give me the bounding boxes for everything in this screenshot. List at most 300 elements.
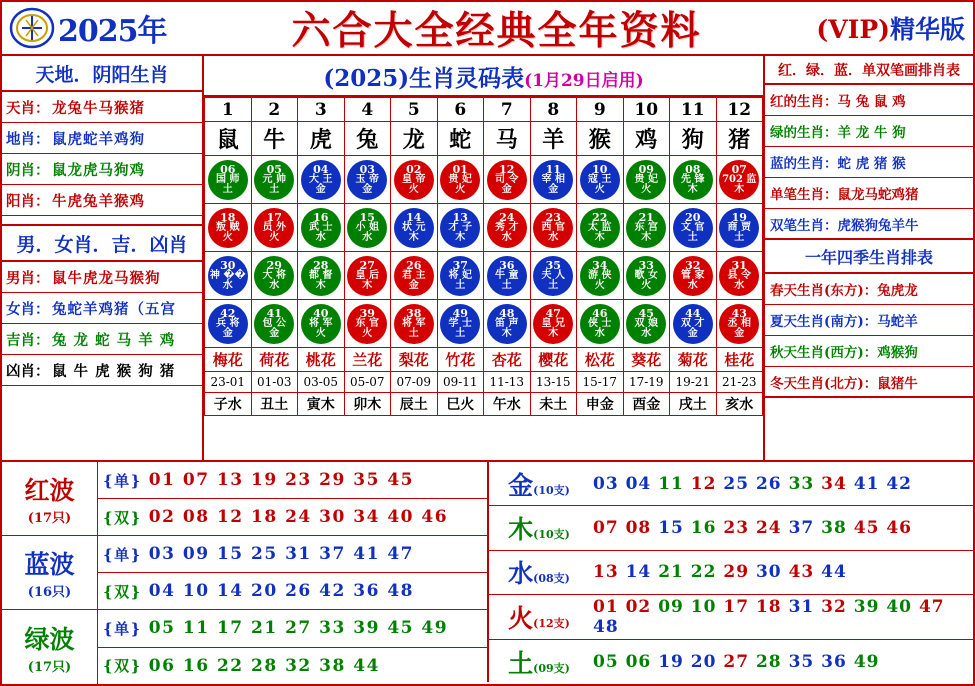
element-number: 09 <box>658 596 684 617</box>
list-item <box>2 185 202 216</box>
number-ball <box>208 208 248 248</box>
flower-cell: 荷花 <box>251 348 298 372</box>
number-ball <box>347 304 387 344</box>
ball-element: 金 <box>362 184 373 195</box>
ball-title: 君 主 <box>402 270 426 281</box>
ball-title: 小 姐 <box>355 222 379 233</box>
wave-double-line <box>98 499 487 535</box>
branch-cell: 午水 <box>484 393 531 416</box>
element-number: 30 <box>755 562 782 583</box>
ball-cell <box>437 204 484 252</box>
number-ball <box>347 160 387 200</box>
number-ball <box>626 208 666 248</box>
element-number: 24 <box>755 518 782 539</box>
column-number: 1 <box>205 98 252 122</box>
element-number: 39 <box>853 596 880 617</box>
table-row-balls-2 <box>205 204 763 252</box>
element-numbers <box>589 652 973 672</box>
ball-element: 火 <box>594 280 605 291</box>
wave-numbers <box>98 462 487 535</box>
element-numbers <box>589 518 973 538</box>
number-ball <box>626 160 666 200</box>
element-number: 38 <box>821 518 847 539</box>
flower-cell: 梨花 <box>391 348 438 372</box>
ball-element: 火 <box>362 328 373 339</box>
wave-numbers <box>98 536 487 609</box>
ball-element: 木 <box>315 280 326 291</box>
row-value: 蓝的生肖：蛇 虎 猪 猴 <box>770 156 906 172</box>
ball-number: 38 <box>406 307 422 320</box>
ball-cell <box>205 204 252 252</box>
ball-number: 47 <box>545 307 561 320</box>
ball-cell <box>577 156 624 204</box>
branch-cell: 酉金 <box>623 393 670 416</box>
wave-table <box>2 462 489 682</box>
ball-element: 土 <box>548 280 559 291</box>
ball-number: 37 <box>452 259 468 272</box>
ball-cell <box>205 300 252 348</box>
double-numbers: 06 16 22 28 32 38 44 <box>148 655 380 676</box>
ball-number: 24 <box>499 211 515 224</box>
element-number: 05 <box>593 651 619 672</box>
ball-number: 05 <box>266 163 282 176</box>
ball-cell <box>670 300 717 348</box>
ball-cell <box>484 300 531 348</box>
flower-cell: 桃花 <box>298 348 345 372</box>
column-number: 7 <box>484 98 531 122</box>
double-tag: {双} <box>103 657 142 676</box>
ball-cell <box>437 252 484 300</box>
branch-cell: 丑土 <box>251 393 298 416</box>
number-ball <box>347 208 387 248</box>
row-value: 红的生肖：马 兔 鼠 鸡 <box>770 94 906 110</box>
wave-single-line <box>98 610 487 648</box>
ball-number: 40 <box>313 307 329 320</box>
element-number: 29 <box>723 562 750 583</box>
ball-number: 15 <box>359 211 375 224</box>
ball-number: 29 <box>266 259 282 272</box>
hour-cell: 17-19 <box>623 372 670 393</box>
element-number: 35 <box>788 651 815 672</box>
hour-cell: 09-11 <box>437 372 484 393</box>
ball-title: 武 士 <box>309 222 333 233</box>
ball-cell <box>530 300 577 348</box>
element-number: 11 <box>658 473 684 494</box>
number-ball <box>208 160 248 200</box>
element-numbers <box>589 597 973 637</box>
ball-title: 宰 相 <box>541 174 565 185</box>
row-value: 秋天生肖(西方)：鸡猴狗 <box>770 345 918 361</box>
number-ball <box>719 208 759 248</box>
ball-element: 火 <box>269 232 280 243</box>
row-value: 单笔生肖：鼠龙马蛇鸡猪 <box>770 187 919 203</box>
element-number: 33 <box>788 473 815 494</box>
ball-title: 管 家 <box>681 270 705 281</box>
branch-cell: 巳火 <box>437 393 484 416</box>
element-number: 06 <box>625 651 652 672</box>
ball-element: 水 <box>315 232 326 243</box>
ball-title: 游 侠 <box>588 270 612 281</box>
single-tag: {单} <box>103 471 142 490</box>
ball-cell <box>530 156 577 204</box>
ball-cell <box>251 252 298 300</box>
ball-number: 11 <box>545 163 561 176</box>
number-ball <box>440 208 480 248</box>
wave-count: (17只) <box>27 659 72 675</box>
element-number: 47 <box>918 596 945 617</box>
number-ball <box>254 304 294 344</box>
element-name <box>489 510 589 546</box>
column-number: 2 <box>251 98 298 122</box>
ball-cell <box>391 252 438 300</box>
ball-number: 42 <box>220 307 236 320</box>
row-value: 龙兔牛马猴猪 <box>52 99 145 117</box>
number-ball <box>673 256 713 296</box>
hour-cell: 05-07 <box>344 372 391 393</box>
element-number: 27 <box>723 651 750 672</box>
ball-number: 01 <box>452 163 468 176</box>
page-title: 六合大全经典全年资料 <box>291 8 702 54</box>
right-section2-title: 一年四季生肖排表 <box>765 240 973 274</box>
list-item <box>2 324 202 355</box>
element-number: 31 <box>788 596 815 617</box>
element-row <box>489 595 973 639</box>
wave-double-line <box>98 648 487 685</box>
flower-cell: 杏花 <box>484 348 531 372</box>
column-number: 9 <box>577 98 624 122</box>
ball-number: 46 <box>592 307 608 320</box>
ball-element: 水 <box>734 280 745 291</box>
element-row <box>489 462 973 506</box>
column-number: 3 <box>298 98 345 122</box>
ball-number: 10 <box>592 163 608 176</box>
flower-cell: 松花 <box>577 348 624 372</box>
ball-number: 43 <box>731 307 747 320</box>
wave-single-line <box>98 536 487 573</box>
ball-number: 22 <box>592 211 608 224</box>
hour-cell: 03-05 <box>298 372 345 393</box>
ball-number: 06 <box>220 163 236 176</box>
number-ball <box>254 208 294 248</box>
wave-name <box>2 610 98 684</box>
number-ball <box>394 160 434 200</box>
year-label: 2025年 <box>58 14 167 49</box>
ball-title: 东 官 <box>355 318 379 329</box>
list-item <box>2 92 202 123</box>
table-row-balls-3 <box>205 252 763 300</box>
ball-number: 34 <box>592 259 608 272</box>
ball-cell <box>344 300 391 348</box>
ball-element: 火 <box>222 232 233 243</box>
ball-element: 土 <box>501 280 512 291</box>
ball-number: 04 <box>313 163 329 176</box>
ball-title: 太 监 <box>588 222 612 233</box>
ball-element: 火 <box>315 328 326 339</box>
wave-row <box>2 536 487 610</box>
ball-element: 木 <box>641 232 652 243</box>
row-label: 女肖： <box>6 300 50 318</box>
element-number: 17 <box>723 596 750 617</box>
table-row-hours <box>205 372 763 393</box>
element-number: 34 <box>821 473 847 494</box>
element-number: 28 <box>755 651 782 672</box>
wave-label: 红波 <box>24 476 75 505</box>
number-ball <box>301 256 341 296</box>
ball-element: 木 <box>362 280 373 291</box>
element-table <box>489 462 973 682</box>
ball-element: 水 <box>222 280 233 291</box>
number-ball <box>440 304 480 344</box>
ball-title: 大 王 <box>309 174 333 185</box>
ball-element: 火 <box>641 184 652 195</box>
ball-title: 将 军 <box>309 318 333 329</box>
wave-numbers <box>98 610 487 684</box>
center-column <box>204 56 765 460</box>
element-count: (08支) <box>533 572 570 586</box>
ball-title: 皇 兄 <box>541 318 565 329</box>
zodiac-cell: 龙 <box>391 122 438 156</box>
row-value: 牛虎兔羊猴鸡 <box>52 192 145 210</box>
ball-cell <box>391 204 438 252</box>
ball-title: 元 帅 <box>262 174 286 185</box>
ball-cell <box>577 252 624 300</box>
zodiac-cell: 虎 <box>298 122 345 156</box>
ball-element: 木 <box>734 184 745 195</box>
ball-title: 才 子 <box>448 222 472 233</box>
ball-element: 金 <box>548 184 559 195</box>
list-item <box>2 355 202 386</box>
row-value: 兔 龙 蛇 马 羊 鸡 <box>52 331 176 349</box>
ball-cell <box>205 156 252 204</box>
ball-cell <box>344 204 391 252</box>
ball-title: 双 娘 <box>634 318 658 329</box>
element-number: 40 <box>886 596 913 617</box>
ball-number: 48 <box>499 307 515 320</box>
ball-title: 学 士 <box>448 318 472 329</box>
ball-element: 水 <box>594 328 605 339</box>
number-ball <box>626 256 666 296</box>
element-numbers <box>589 474 973 494</box>
table-row-branches <box>205 393 763 416</box>
element-row <box>489 506 973 550</box>
element-number: 04 <box>625 473 652 494</box>
element-number: 32 <box>821 596 847 617</box>
list-item <box>765 116 973 147</box>
element-number: 48 <box>593 616 619 637</box>
ball-title: 包 公 <box>262 318 286 329</box>
ball-number: 17 <box>266 211 282 224</box>
list-item <box>765 367 973 398</box>
element-number: 13 <box>593 562 619 583</box>
number-ball <box>580 256 620 296</box>
row-value: 春天生肖(东方)：兔虎龙 <box>770 283 918 299</box>
double-numbers: 04 10 14 20 26 42 36 48 <box>148 581 414 601</box>
ball-title: 贵 妃 <box>634 174 658 185</box>
ball-number: 32 <box>685 259 701 272</box>
zodiac-cell: 狗 <box>670 122 717 156</box>
ball-element: 金 <box>501 184 512 195</box>
column-number: 8 <box>530 98 577 122</box>
number-ball <box>301 304 341 344</box>
number-ball <box>487 160 527 200</box>
ball-element: 木 <box>687 184 698 195</box>
ball-number: 41 <box>266 307 282 320</box>
zodiac-cell: 猴 <box>577 122 624 156</box>
element-number: 25 <box>723 473 750 494</box>
number-ball <box>580 208 620 248</box>
ball-cell <box>623 300 670 348</box>
element-count: (10支) <box>533 528 570 542</box>
vip-badge <box>816 10 969 46</box>
number-ball <box>301 160 341 200</box>
ball-cell <box>344 252 391 300</box>
number-ball <box>487 256 527 296</box>
ball-title: 贵 妃 <box>448 174 472 185</box>
number-ball <box>394 208 434 248</box>
wave-label: 蓝波 <box>24 550 75 579</box>
number-ball <box>580 160 620 200</box>
ball-number: 16 <box>313 211 329 224</box>
flower-cell: 竹花 <box>437 348 484 372</box>
wave-row <box>2 462 487 536</box>
row-value: 双笔生肖：虎猴狗兔羊牛 <box>770 217 919 234</box>
ball-number: 33 <box>638 259 654 272</box>
row-label: 天肖： <box>6 99 50 117</box>
row-label: 阴肖： <box>6 161 50 179</box>
wave-count: (16只) <box>27 585 72 600</box>
flower-cell: 葵花 <box>623 348 670 372</box>
number-ball <box>208 304 248 344</box>
element-number: 18 <box>755 596 782 617</box>
ball-cell <box>577 300 624 348</box>
branch-cell: 未土 <box>530 393 577 416</box>
ball-element: 金 <box>222 328 233 339</box>
number-ball <box>394 304 434 344</box>
flower-cell: 梅花 <box>205 348 252 372</box>
number-ball <box>440 256 480 296</box>
number-ball <box>347 256 387 296</box>
ball-cell <box>251 300 298 348</box>
hour-cell: 21-23 <box>716 372 763 393</box>
list-item <box>765 274 973 305</box>
single-numbers: 05 11 17 21 27 33 39 45 49 <box>148 618 449 639</box>
element-label: 木 <box>508 515 534 545</box>
ball-number: 35 <box>545 259 561 272</box>
number-ball <box>719 256 759 296</box>
flower-cell: 樱花 <box>530 348 577 372</box>
number-ball <box>580 304 620 344</box>
zodiac-cell: 鸡 <box>623 122 670 156</box>
row-value: 绿的生肖：羊 龙 牛 狗 <box>770 125 906 141</box>
wave-name <box>2 536 98 609</box>
ball-element: 金 <box>408 280 419 291</box>
ball-title: 员 外 <box>262 222 286 233</box>
ball-element: 火 <box>594 184 605 195</box>
ball-element: 木 <box>455 232 466 243</box>
ball-number: 19 <box>731 211 747 224</box>
column-number: 4 <box>344 98 391 122</box>
element-number: 10 <box>690 596 717 617</box>
flower-cell: 桂花 <box>716 348 763 372</box>
ball-number: 36 <box>499 259 515 272</box>
left-section2-title: 男．女肖．吉．凶肖 <box>2 226 202 262</box>
zodiac-cell: 鼠 <box>205 122 252 156</box>
element-numbers <box>589 562 973 582</box>
ball-element: 土 <box>408 328 419 339</box>
ball-title: 双 才 <box>681 318 705 329</box>
ball-cell <box>623 204 670 252</box>
ball-title: 西 官 <box>541 222 565 233</box>
column-number: 11 <box>670 98 717 122</box>
element-number: 37 <box>788 518 815 539</box>
ball-title: 牛 童 <box>495 270 519 281</box>
element-number: 21 <box>658 562 684 583</box>
element-number: 07 <box>593 518 619 539</box>
ball-cell <box>577 204 624 252</box>
number-ball <box>254 256 294 296</box>
ball-number: 26 <box>406 259 422 272</box>
element-number: 14 <box>625 562 652 583</box>
vip-prefix: (VIP) <box>816 15 890 44</box>
row-value: 鼠龙虎马狗鸡 <box>52 161 145 179</box>
bottom-section <box>2 460 973 682</box>
left-column <box>2 56 204 460</box>
element-number: 08 <box>625 518 652 539</box>
ball-element: 木 <box>408 232 419 243</box>
element-label: 金 <box>508 470 534 500</box>
left-section1-title: 天地．阴阳生肖 <box>2 56 202 92</box>
zodiac-cell: 马 <box>484 122 531 156</box>
row-value: 冬天生肖(北方)：鼠猪牛 <box>770 375 918 392</box>
ball-cell <box>391 300 438 348</box>
ball-number: 12 <box>499 163 515 176</box>
row-value: 鼠牛虎龙马猴狗 <box>52 269 161 287</box>
element-number: 49 <box>853 651 880 672</box>
number-ball <box>394 256 434 296</box>
element-name <box>489 599 589 635</box>
ball-number: 13 <box>452 211 468 224</box>
element-number: 16 <box>690 518 717 539</box>
main-body <box>2 56 973 460</box>
right-title-text: 红．绿．蓝．单双笔画排肖表 <box>778 63 960 79</box>
number-ball <box>208 256 248 296</box>
wave-count: (17只) <box>27 511 72 526</box>
ball-title: 状 元 <box>402 222 426 233</box>
branch-cell: 申金 <box>577 393 624 416</box>
ball-number: 18 <box>220 211 236 224</box>
hour-cell: 01-03 <box>251 372 298 393</box>
ball-number: 31 <box>731 259 747 272</box>
list-item <box>765 85 973 116</box>
ball-cell <box>716 300 763 348</box>
zodiac-cell: 牛 <box>251 122 298 156</box>
ball-title: 先 锋 <box>681 174 705 185</box>
hour-cell: 23-01 <box>205 372 252 393</box>
ball-cell <box>623 156 670 204</box>
ball-number: 20 <box>685 211 701 224</box>
wave-double-line <box>98 573 487 609</box>
element-number: 26 <box>755 473 782 494</box>
ball-cell <box>530 252 577 300</box>
ball-element: 金 <box>269 328 280 339</box>
ball-cell <box>251 156 298 204</box>
ball-number: 28 <box>313 259 329 272</box>
ball-element: 土 <box>455 328 466 339</box>
double-numbers: 02 08 12 18 24 30 34 40 46 <box>148 507 449 527</box>
zodiac-cell: 蛇 <box>437 122 484 156</box>
number-ball <box>254 160 294 200</box>
number-ball <box>487 304 527 344</box>
